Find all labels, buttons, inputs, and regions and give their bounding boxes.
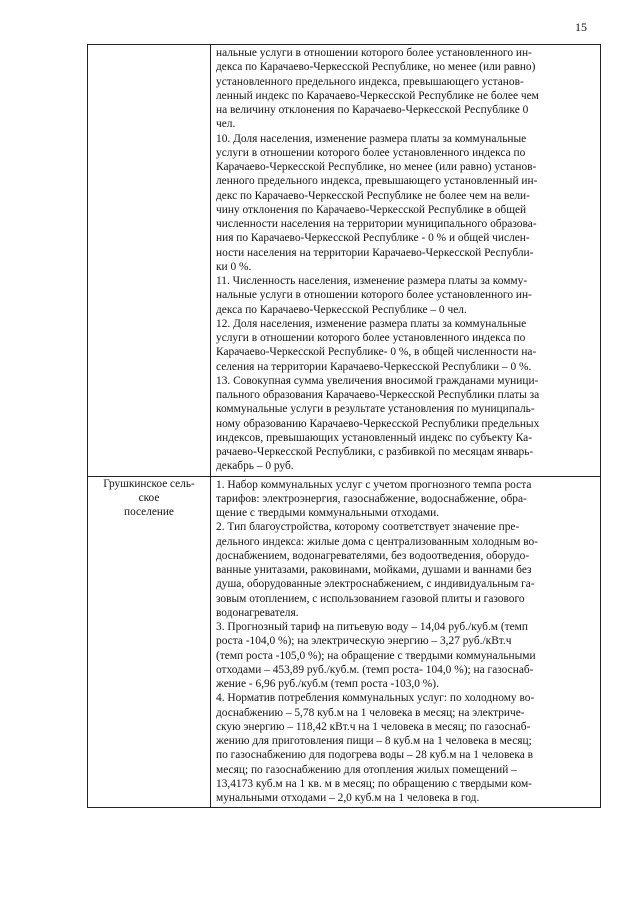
text-line: декабрь – 0 руб. [216, 460, 294, 473]
text-line: ному образованию Карачаево-Черкесской Республики предельных [216, 417, 540, 430]
text-line: (темп роста -105,0 %); на обращение с твердыми коммунальными [216, 649, 536, 662]
settlement-name-line: поселение [124, 506, 174, 519]
text-line: ности населения на территории Карачаево-Черкесской Республи- [216, 246, 534, 259]
settlement-name-cell [88, 45, 211, 477]
text-line: 2. Тип благоустройства, которому соответствует значение пре- [216, 521, 520, 534]
page-number: 15 [575, 20, 587, 34]
text-line: водонагревателя. [216, 606, 299, 619]
text-line: 1. Набор коммунальных услуг с учетом прогнозного темпа роста [216, 478, 532, 491]
text-line: нальные услуги в отношении которого более установленного ин- [216, 47, 532, 59]
text-line: жение - 6,96 руб./куб.м (темп роста -103,0 %). [216, 678, 439, 690]
text-line: индексов, превышающих установленный индекс по субъекту Ка- [216, 431, 533, 444]
text-line: рачаево-Черкесской Республики, с разбивкой по месяцам январь- [216, 446, 534, 458]
text-line: 12. Доля населения, изменение размера платы за коммунальные [216, 317, 527, 330]
text-line: ленного предельного индекса, превышающего установленный ин- [216, 175, 538, 188]
text-line: зовым отоплением, с использованием газовой плиты и газового [216, 592, 525, 605]
text-line: ки 0 %. [216, 260, 252, 273]
settlement-name-line: ское [138, 491, 160, 504]
text-line: отходами – 453,89 руб./куб.м. (темп роста- 104,0 %); на газоснаб- [216, 663, 534, 676]
text-line: 4. Норматив потребления коммунальных услуг: по холодному во- [216, 692, 535, 705]
text-line: селения на территории Карачаево-Черкесской Республики – 0 %. [216, 360, 532, 373]
text-line: на величину отклонения по Карачаево-Черкесской Республике 0 [216, 104, 529, 116]
text-line: доснабжением, водонагревателями, без водоотведения, оборудо- [216, 549, 530, 562]
text-line: месяц; по газоснабжению для отопления жилых помещений – [216, 763, 517, 776]
text-line: ния по Карачаево-Черкесской Республике - 0 % и общей числен- [216, 232, 530, 245]
text-line: численности населения на территории муниципального образова- [216, 218, 537, 230]
text-line: 13,4173 куб.м на 1 кв. м в месяц; по обращению с твердыми ком- [216, 777, 532, 790]
settlement-indicators-table [87, 44, 601, 808]
text-line: услуги в отношении которого более установленного индекса по [216, 146, 526, 159]
text-line: душа, оборудованные электроснабжением, с индивидуальным га- [216, 578, 535, 591]
table-row [88, 476, 601, 808]
text-line: нальные услуги в отношении которого более установленного ин- [216, 289, 532, 302]
text-line: ленный индекс по Карачаево-Черкесской Республике не более чем [216, 89, 539, 102]
text-line: 10. Доля населения, изменение размера платы за коммунальные [216, 132, 527, 145]
text-line: декса по Карачаево-Черкесской Республике, но менее (или равно) [216, 61, 536, 74]
text-line: дельного индекса: жилые дома с централизованным холодным во- [216, 535, 538, 548]
text-line: чел. [216, 118, 236, 131]
text-line: мунальными отходами – 2,0 куб.м на 1 человека в год. [216, 792, 480, 804]
text-line: установленного предельного индекса, превышающего установ- [216, 75, 524, 88]
text-line: доснабжению – 5,78 куб.м на 1 человека в месяц; на электриче- [216, 706, 525, 719]
settlement-name-line: Грушкинское сель- [103, 477, 195, 490]
text-line: ванные унитазами, раковинами, мойками, душами и ваннами без [216, 564, 532, 576]
text-line: роста -104,0 %); на электрическую энергию – 3,27 руб./кВт.ч [216, 635, 512, 648]
indicators-cell [211, 45, 601, 477]
text-line: коммунальные услуги в результате установления по муниципаль- [216, 403, 535, 416]
text-line: щение с твердыми коммунальными отходами. [216, 507, 440, 519]
text-line: Карачаево-Черкесской Республике- 0 %, в общей численности на- [216, 346, 537, 359]
text-line: 13. Совокупная сумма увеличения вносимой гражданами муници- [216, 374, 539, 387]
text-line: 3. Прогнозный тариф на питьевую воду – 14,04 руб./куб.м (темп [216, 621, 528, 633]
text-line: тарифов: электроэнергия, газоснабжение, водоснабжение, обра- [216, 492, 527, 505]
text-line: услуги в отношении которого более установленного индекса по [216, 332, 526, 344]
text-line: жению для приготовления пищи – 8 куб.м на 1 человека в месяц; [216, 735, 532, 747]
settlement-name-cell [88, 476, 211, 808]
indicators-cell [211, 476, 601, 808]
text-line: чину отклонения по Карачаево-Черкесской Республике в общей [216, 203, 527, 216]
text-line: по газоснабжению для подогрева воды – 28 куб.м на 1 человека в [216, 749, 533, 762]
text-line: Карачаево-Черкесской Республике, но менее (или равно) установ- [216, 161, 537, 173]
text-line: декс по Карачаево-Черкесской Республике не более чем на вели- [216, 189, 530, 202]
text-line: 11. Численность населения, изменение размера платы за комму- [216, 275, 528, 287]
text-line: декса по Карачаево-Черкесской Республике – 0 чел. [216, 303, 467, 316]
text-line: скую энергию – 118,42 кВт.ч на 1 человека в месяц; по газоснаб- [216, 720, 531, 733]
table-row [88, 45, 601, 477]
text-line: пального образования Карачаево-Черкесской Республики платы за [216, 389, 540, 401]
